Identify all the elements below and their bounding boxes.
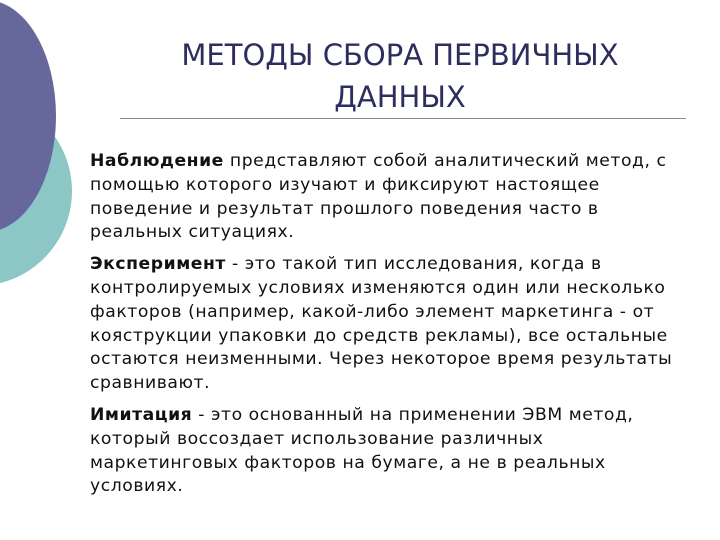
definition-observation: представляют собой аналитический метод, с помощью которого изучают и фиксируют настоящее поведение и результат прошлого поведения часто в реальных ситуациях.	[90, 151, 667, 243]
paragraph-experiment	[90, 253, 690, 396]
paragraph-observation	[90, 150, 690, 245]
definition-simulation: - это основанный на применении ЭВМ метод, который воссоздает использование различных маркетинговых факторов на бумаге, а не в реальных условиях.	[90, 404, 634, 497]
term-observation: Наблюдение	[90, 151, 224, 171]
title-divider	[120, 118, 686, 119]
slide-body	[90, 150, 690, 507]
term-experiment: Эксперимент	[90, 254, 226, 275]
term-simulation: Имитация	[90, 404, 193, 425]
paragraph-simulation	[90, 404, 690, 499]
definition-experiment: - это такой тип исследования, когда в контролируемых условиях изменяются один или несколько факторов (например, какой-либо элемент маркетинга - от кояструкции упаковки до средств рекламы), все остальные остаются неизменными. Через некоторое время результаты сравнивают.	[90, 254, 673, 394]
slide-title: МЕТОДЫ СБОРА ПЕРВИЧНЫХ ДАННЫХ	[181, 38, 619, 114]
